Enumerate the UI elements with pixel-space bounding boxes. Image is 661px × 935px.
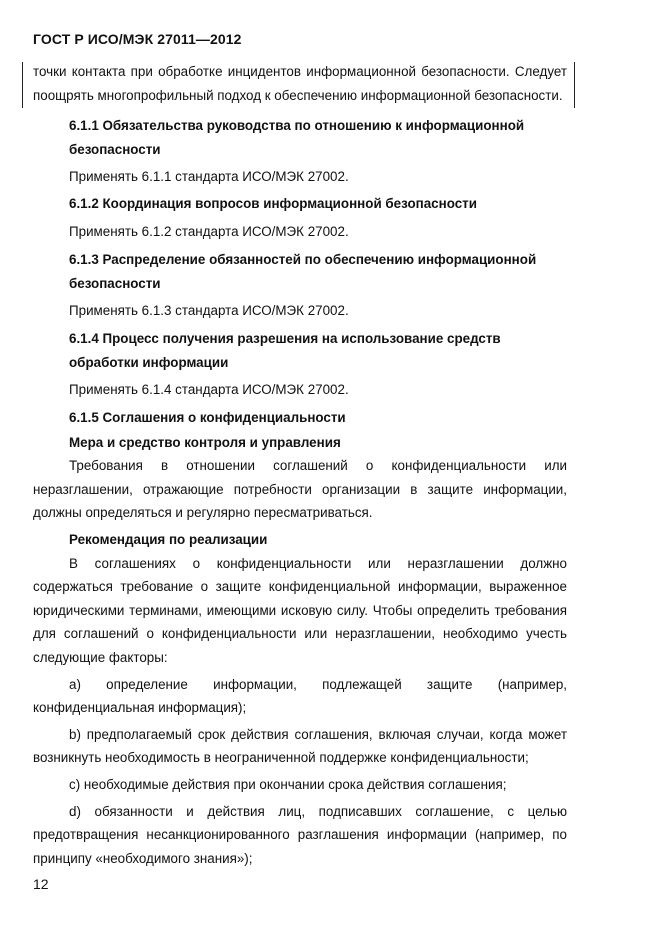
text-line: b) предполагаемый срок действия соглашения, включая случаи, когда может (69, 726, 567, 742)
section-6-1-5 (33, 406, 567, 870)
page-number: 12 (33, 876, 49, 892)
text-line: предотвращения несанкционированного разглашения информации (например, по (33, 827, 567, 843)
section-title: 6.1.3 Распределение обязанностей по обеспечению информационной (69, 252, 537, 267)
text-line: для соглашений о конфиденциальности или неразглашении, необходимо учесть (33, 626, 567, 642)
text-line: следующие факторы: (33, 649, 168, 665)
section-6-1-1 (33, 114, 567, 189)
text-line: d) обязанности и действия лиц, подписавших соглашение, с целью (69, 803, 567, 819)
section-title: 6.1.5 Соглашения о конфиденциальности (69, 410, 346, 425)
text-line: Требования в отношении соглашений о конфиденциальности или (69, 458, 567, 474)
section-title-cont: безопасности (69, 275, 161, 291)
section-6-1-3 (33, 248, 567, 323)
text-line: неразглашении, отражающие потребности организации в защите информации, (33, 481, 567, 497)
section-title: 6.1.2 Координация вопросов информационной безопасности (69, 196, 477, 211)
guidance-paragraph (33, 552, 567, 670)
text-line: В соглашениях о конфиденциальности или неразглашении должно (69, 555, 567, 571)
section-6-1-4 (33, 327, 567, 402)
section-title-cont: обработки информации (69, 354, 229, 370)
text-line: юридическими терминами, имеющими исковую силу. Чтобы определить требования (33, 602, 567, 618)
section-title: 6.1.4 Процесс получения разрешения на использование средств (69, 331, 501, 346)
guidance-heading: Рекомендация по реализации (69, 531, 268, 547)
section-title-cont: безопасности (69, 141, 161, 157)
text-line: должны определяться и регулярно пересматриваться. (33, 505, 373, 521)
text-line: c) необходимые действия при окончании срока действия соглашения; (69, 776, 507, 792)
section-title: 6.1.1 Обязательства руководства по отношению к информационной (69, 118, 525, 133)
list-item (33, 773, 567, 797)
list-item (33, 800, 567, 871)
section-body: Применять 6.1.1 стандарта ИСО/МЭК 27002. (69, 169, 349, 185)
intro-paragraph (33, 60, 567, 107)
text-line: точки контакта при обработке инцидентов информационной безопасности. Следует (33, 64, 567, 79)
section-body: Применять 6.1.3 стандарта ИСО/МЭК 27002. (69, 303, 349, 319)
control-paragraph (33, 454, 567, 525)
list-item (33, 673, 567, 720)
section-6-1-2 (33, 192, 567, 243)
text-line: поощрять многопрофильный подход к обеспечению информационной безопасности. (33, 87, 563, 103)
text-line: принципу «необходимого знания»); (33, 850, 253, 866)
text-line: a) определение информации, подлежащей защите (например, (69, 676, 567, 692)
text-line: конфиденциальная информация); (33, 700, 247, 716)
list-item (33, 723, 567, 770)
section-body: Применять 6.1.4 стандарта ИСО/МЭК 27002. (69, 382, 349, 398)
section-body: Применять 6.1.2 стандарта ИСО/МЭК 27002. (69, 223, 349, 239)
text-line: содержаться требование о защите конфиденциальной информации, выраженное (33, 579, 567, 595)
document-code-header: ГОСТ Р ИСО/МЭК 27011—2012 (33, 31, 242, 47)
control-heading: Мера и средство контроля и управления (69, 434, 341, 450)
text-line: возникнуть необходимость в неограниченной поддержке конфиденциальности; (33, 750, 529, 766)
